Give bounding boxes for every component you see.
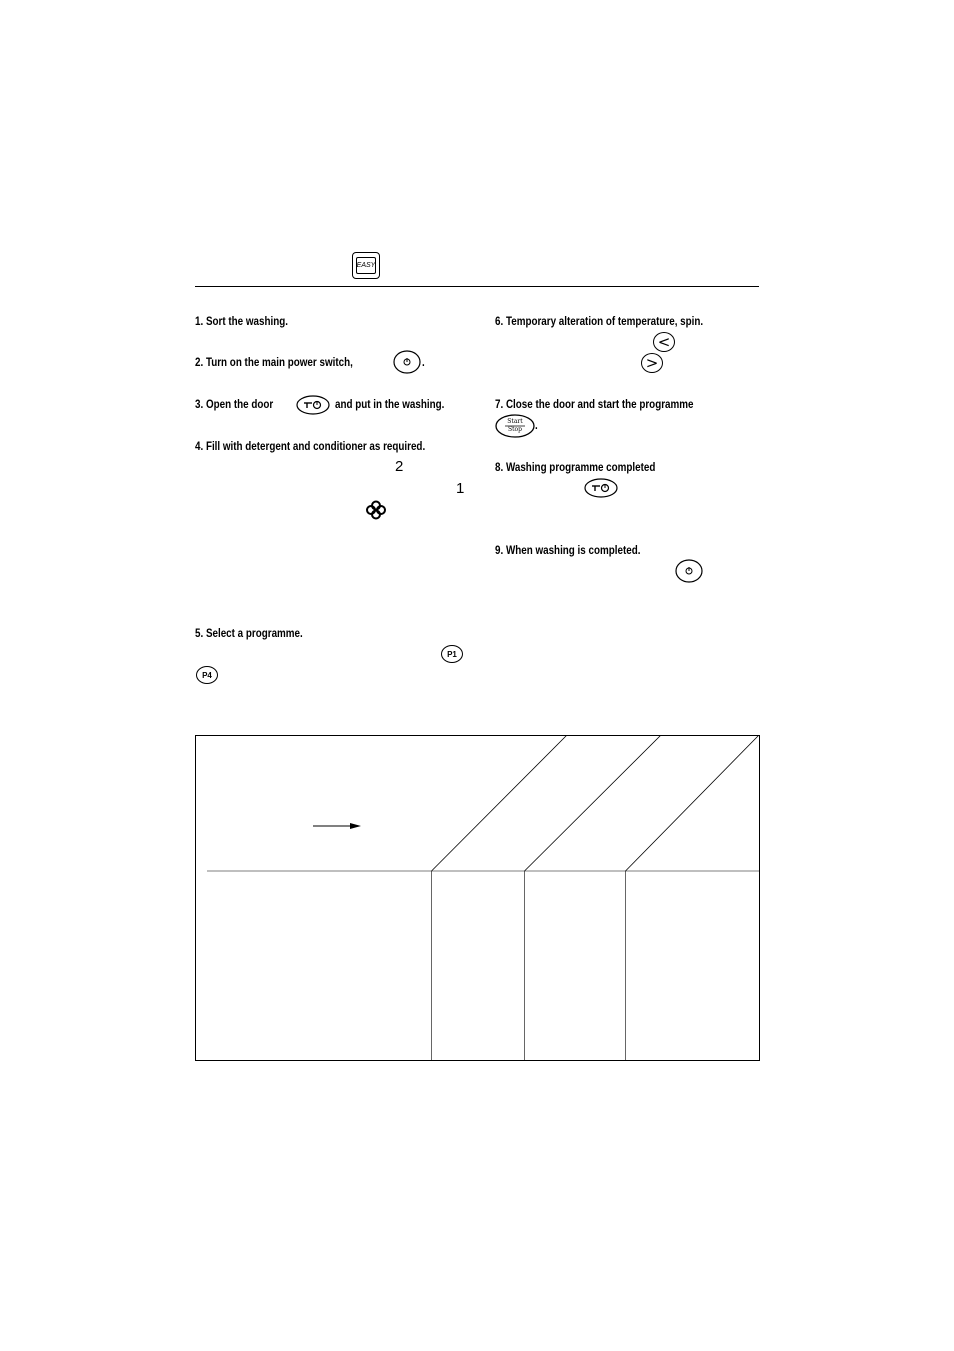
- step-3-text-a: 3. Open the door: [195, 397, 274, 411]
- right-arrow-icon: >: [645, 353, 659, 372]
- easy-badge: [352, 252, 380, 279]
- table-arrow-icon: [313, 821, 361, 831]
- stop-label: Stop: [508, 426, 522, 433]
- power-button-icon: [675, 559, 703, 587]
- start-label: Start: [507, 418, 523, 425]
- easy-badge-label: EASY: [356, 262, 376, 269]
- step-6: 6. Temporary alteration of temperature, spin.: [495, 314, 704, 328]
- compartment-1-label: 1: [456, 480, 465, 497]
- header-rule: [195, 286, 759, 287]
- programme-table: [195, 735, 760, 1061]
- step-4: 4. Fill with detergent and conditioner as required.: [195, 439, 426, 453]
- step-5: 5. Select a programme.: [195, 626, 303, 640]
- flower-icon: [365, 500, 387, 524]
- door-key-icon: [296, 395, 330, 419]
- programme-p4-button: [196, 666, 218, 684]
- step-3-end: [335, 397, 444, 411]
- programme-p1-button: [441, 645, 463, 663]
- step-7: 7. Close the door and start the programme: [495, 397, 694, 411]
- step-7-end: .: [535, 418, 538, 432]
- left-arrow-button: [653, 332, 675, 352]
- step-2-end: .: [422, 355, 425, 369]
- step-2: [195, 355, 353, 369]
- step-8: 8. Washing programme completed: [495, 460, 656, 474]
- power-button-icon: [393, 350, 421, 378]
- door-key-icon: [584, 478, 618, 502]
- right-arrow-button: [641, 353, 663, 373]
- step-9: 9. When washing is completed.: [495, 543, 641, 557]
- start-stop-button: [495, 414, 537, 442]
- step-1: 1. Sort the washing.: [195, 314, 288, 328]
- left-arrow-icon: <: [657, 332, 671, 351]
- step-2-text: 2. Turn on the main power switch,: [195, 355, 353, 369]
- compartment-2-label: 2: [395, 458, 404, 475]
- step-3-text-b: and put in the washing.: [335, 397, 445, 411]
- step-3: [195, 397, 273, 411]
- programme-p4-label: P4: [202, 670, 212, 680]
- programme-p1-label: P1: [447, 649, 457, 659]
